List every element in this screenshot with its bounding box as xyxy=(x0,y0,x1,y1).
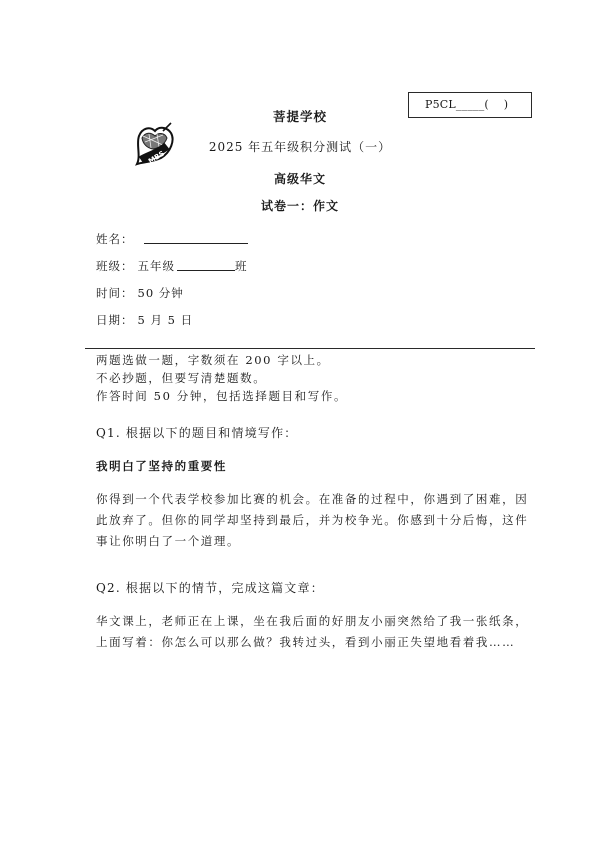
question-2-label: Q2. 根据以下的情节，完成这篇文章： xyxy=(96,581,324,595)
field-label: 日期： xyxy=(96,313,134,327)
question-2-body: 华文课上，老师正在上课，坐在我后面的好朋友小丽突然给了我一张纸条，上面写着：你怎么可以那么做？我转过头，看到小丽正失望地看着我…… xyxy=(96,614,529,649)
field-value: 50 分钟 xyxy=(137,286,184,300)
name-blank[interactable] xyxy=(144,242,248,244)
question-1-title: 我明白了坚持的重要性 xyxy=(96,459,227,473)
exam-title: 2025 年五年级积分测试（一） xyxy=(208,140,392,154)
school-name: 菩提学校 xyxy=(272,109,327,124)
class-blank[interactable] xyxy=(177,269,235,271)
field-label: 姓名： xyxy=(96,232,134,246)
paper-title: 试卷一：作文 xyxy=(260,199,339,213)
instructions xyxy=(96,351,532,405)
class-field xyxy=(96,258,248,274)
class-number-box: P5CL_____( ) xyxy=(408,92,532,118)
field-value: 5 月 5 日 xyxy=(137,313,194,327)
field-suffix: 班 xyxy=(235,259,248,273)
time-field xyxy=(96,285,184,301)
field-label: 班级： xyxy=(96,259,134,273)
subject-title: 高级华文 xyxy=(273,172,326,186)
question-1-body: 你得到一个代表学校参加比赛的机会。在准备的过程中，你遇到了困难，因此放弃了。但你的同学却坚持到最后，并为校争光。你感到十分后悔，这件事让你明白了一个道理。 xyxy=(96,492,529,548)
name-field xyxy=(96,231,248,247)
svg-text:MBS: MBS xyxy=(147,149,167,166)
instruction-line: 作答时间 50 分钟，包括选择题目和写作。 xyxy=(96,389,348,403)
instruction-line: 不必抄题，但要写清楚题数。 xyxy=(96,371,267,385)
field-value: 五年级 xyxy=(137,259,175,273)
question-1-label: Q1. 根据以下的题目和情境写作： xyxy=(96,426,298,440)
divider xyxy=(85,348,535,349)
date-field xyxy=(96,312,193,328)
field-label: 时间： xyxy=(96,286,134,300)
instruction-line: 两题选做一题，字数须在 200 字以上。 xyxy=(96,353,330,367)
